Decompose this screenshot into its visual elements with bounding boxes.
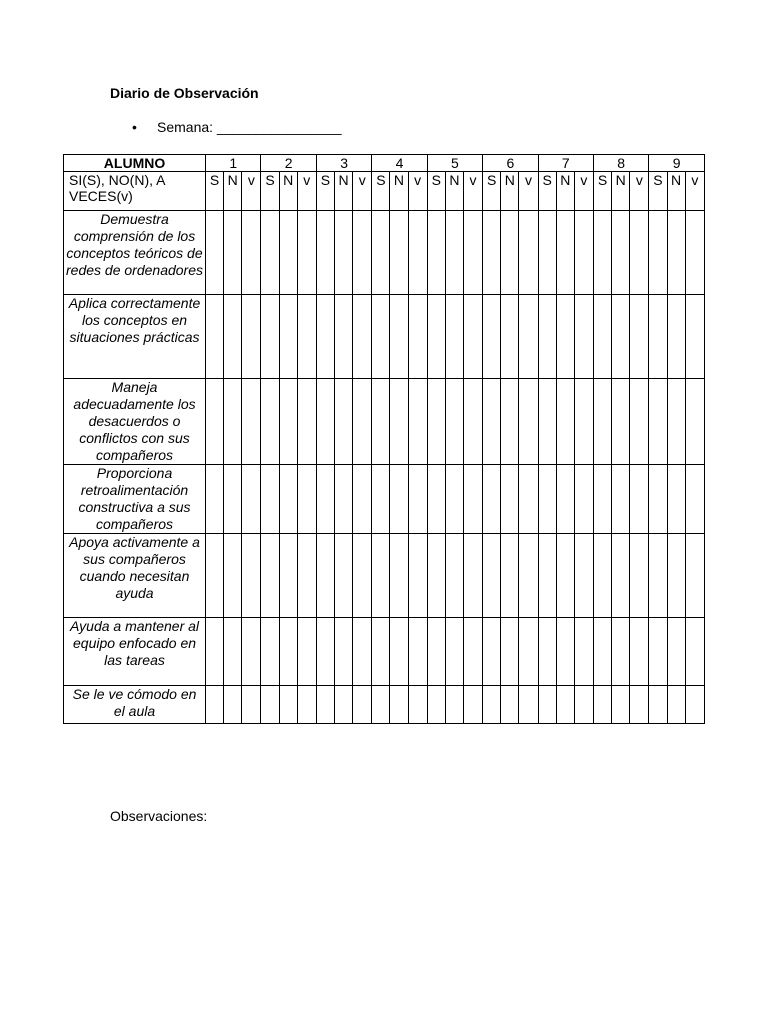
mark-cell[interactable] <box>667 686 685 724</box>
mark-cell[interactable] <box>519 211 538 295</box>
code-header-v-week-3: v <box>353 172 372 211</box>
mark-cell[interactable] <box>242 534 261 618</box>
mark-cell[interactable] <box>483 379 501 465</box>
mark-cell[interactable] <box>519 686 538 724</box>
mark-cell[interactable] <box>463 686 482 724</box>
mark-cell[interactable] <box>538 211 556 295</box>
mark-cell[interactable] <box>372 379 390 465</box>
code-header-s-week-5: S <box>427 172 445 211</box>
code-header-s-week-7: S <box>538 172 556 211</box>
mark-cell[interactable] <box>445 534 463 618</box>
mark-cell[interactable] <box>390 686 408 724</box>
mark-cell[interactable] <box>427 686 445 724</box>
mark-cell[interactable] <box>593 686 611 724</box>
mark-cell[interactable] <box>445 211 463 295</box>
mark-cell[interactable] <box>519 379 538 465</box>
mark-cell[interactable] <box>224 211 242 295</box>
week-header-1: 1 <box>206 155 261 172</box>
mark-cell[interactable] <box>242 211 261 295</box>
mark-cell[interactable] <box>574 618 593 686</box>
mark-cell[interactable] <box>224 534 242 618</box>
code-header-n-week-3: N <box>335 172 353 211</box>
week-header-6: 6 <box>483 155 538 172</box>
criterion-row <box>64 618 705 686</box>
mark-cell[interactable] <box>685 686 704 724</box>
mark-cell[interactable] <box>224 618 242 686</box>
week-header-7: 7 <box>538 155 593 172</box>
mark-cell[interactable] <box>501 379 519 465</box>
mark-cell[interactable] <box>353 534 372 618</box>
mark-cell[interactable] <box>279 295 297 379</box>
mark-cell[interactable] <box>501 534 519 618</box>
legend-cell: SI(S), NO(N), A VECES(v) <box>64 172 206 211</box>
observation-table <box>63 154 705 724</box>
mark-cell[interactable] <box>685 618 704 686</box>
mark-cell[interactable] <box>630 618 649 686</box>
mark-cell[interactable] <box>297 465 316 534</box>
criterion-label: Maneja adecuadamente los desacuerdos o conflictos con sus compañeros <box>64 379 206 465</box>
mark-cell[interactable] <box>445 295 463 379</box>
code-header-n-week-2: N <box>279 172 297 211</box>
mark-cell[interactable] <box>574 686 593 724</box>
mark-cell[interactable] <box>316 686 334 724</box>
mark-cell[interactable] <box>649 295 667 379</box>
mark-cell[interactable] <box>463 295 482 379</box>
mark-cell[interactable] <box>427 465 445 534</box>
mark-cell[interactable] <box>538 534 556 618</box>
code-header-v-week-7: v <box>574 172 593 211</box>
mark-cell[interactable] <box>667 211 685 295</box>
mark-cell[interactable] <box>316 211 334 295</box>
mark-cell[interactable] <box>612 465 630 534</box>
mark-cell[interactable] <box>593 211 611 295</box>
mark-cell[interactable] <box>408 295 427 379</box>
mark-cell[interactable] <box>261 295 279 379</box>
mark-cell[interactable] <box>372 618 390 686</box>
mark-cell[interactable] <box>206 618 224 686</box>
mark-cell[interactable] <box>316 295 334 379</box>
mark-cell[interactable] <box>279 211 297 295</box>
mark-cell[interactable] <box>206 534 224 618</box>
mark-cell[interactable] <box>427 534 445 618</box>
criterion-label: Demuestra comprensión de los conceptos teóricos de redes de ordenadores <box>64 211 206 295</box>
mark-cell[interactable] <box>649 534 667 618</box>
code-header-n-week-5: N <box>445 172 463 211</box>
criterion-label: Proporciona retroalimentación constructiva a sus compañeros <box>64 465 206 534</box>
mark-cell[interactable] <box>242 379 261 465</box>
criterion-row <box>64 211 705 295</box>
code-header-s-week-3: S <box>316 172 334 211</box>
mark-cell[interactable] <box>390 618 408 686</box>
mark-cell[interactable] <box>408 686 427 724</box>
mark-cell[interactable] <box>261 465 279 534</box>
mark-cell[interactable] <box>649 686 667 724</box>
mark-cell[interactable] <box>390 534 408 618</box>
mark-cell[interactable] <box>593 379 611 465</box>
mark-cell[interactable] <box>501 295 519 379</box>
mark-cell[interactable] <box>316 534 334 618</box>
mark-cell[interactable] <box>224 295 242 379</box>
mark-cell[interactable] <box>685 465 704 534</box>
mark-cell[interactable] <box>630 534 649 618</box>
mark-cell[interactable] <box>261 686 279 724</box>
mark-cell[interactable] <box>372 686 390 724</box>
mark-cell[interactable] <box>519 618 538 686</box>
mark-cell[interactable] <box>335 686 353 724</box>
code-header-v-week-6: v <box>519 172 538 211</box>
mark-cell[interactable] <box>372 211 390 295</box>
mark-cell[interactable] <box>427 379 445 465</box>
code-header-n-week-6: N <box>501 172 519 211</box>
mark-cell[interactable] <box>316 618 334 686</box>
mark-cell[interactable] <box>593 534 611 618</box>
criterion-row <box>64 295 705 379</box>
mark-cell[interactable] <box>427 211 445 295</box>
mark-cell[interactable] <box>483 618 501 686</box>
mark-cell[interactable] <box>279 379 297 465</box>
mark-cell[interactable] <box>630 465 649 534</box>
mark-cell[interactable] <box>408 379 427 465</box>
mark-cell[interactable] <box>667 379 685 465</box>
code-header-v-week-1: v <box>242 172 261 211</box>
mark-cell[interactable] <box>390 211 408 295</box>
code-header-row <box>64 172 705 211</box>
mark-cell[interactable] <box>519 465 538 534</box>
mark-cell[interactable] <box>501 618 519 686</box>
mark-cell[interactable] <box>685 379 704 465</box>
mark-cell[interactable] <box>538 295 556 379</box>
mark-cell[interactable] <box>593 618 611 686</box>
mark-cell[interactable] <box>353 295 372 379</box>
code-header-s-week-9: S <box>649 172 667 211</box>
week-header-3: 3 <box>316 155 371 172</box>
mark-cell[interactable] <box>297 686 316 724</box>
mark-cell[interactable] <box>261 534 279 618</box>
mark-cell[interactable] <box>538 618 556 686</box>
mark-cell[interactable] <box>279 465 297 534</box>
mark-cell[interactable] <box>390 379 408 465</box>
mark-cell[interactable] <box>335 534 353 618</box>
mark-cell[interactable] <box>501 465 519 534</box>
mark-cell[interactable] <box>279 618 297 686</box>
mark-cell[interactable] <box>538 465 556 534</box>
bullet-icon: • <box>132 119 137 135</box>
mark-cell[interactable] <box>206 295 224 379</box>
mark-cell[interactable] <box>649 379 667 465</box>
mark-cell[interactable] <box>372 465 390 534</box>
mark-cell[interactable] <box>297 211 316 295</box>
mark-cell[interactable] <box>483 534 501 618</box>
mark-cell[interactable] <box>427 618 445 686</box>
mark-cell[interactable] <box>335 618 353 686</box>
mark-cell[interactable] <box>390 465 408 534</box>
mark-cell[interactable] <box>463 618 482 686</box>
mark-cell[interactable] <box>574 295 593 379</box>
code-header-n-week-7: N <box>556 172 574 211</box>
document-title: Diario de Observación <box>110 85 259 101</box>
mark-cell[interactable] <box>261 211 279 295</box>
mark-cell[interactable] <box>574 379 593 465</box>
mark-cell[interactable] <box>316 465 334 534</box>
week-field <box>132 119 342 135</box>
mark-cell[interactable] <box>519 534 538 618</box>
mark-cell[interactable] <box>612 618 630 686</box>
mark-cell[interactable] <box>353 211 372 295</box>
mark-cell[interactable] <box>556 618 574 686</box>
criterion-row <box>64 686 705 724</box>
mark-cell[interactable] <box>353 686 372 724</box>
mark-cell[interactable] <box>556 295 574 379</box>
mark-cell[interactable] <box>556 379 574 465</box>
week-header-4: 4 <box>372 155 427 172</box>
mark-cell[interactable] <box>353 618 372 686</box>
mark-cell[interactable] <box>612 686 630 724</box>
mark-cell[interactable] <box>630 211 649 295</box>
mark-cell[interactable] <box>463 211 482 295</box>
code-header-v-week-4: v <box>408 172 427 211</box>
mark-cell[interactable] <box>335 379 353 465</box>
mark-cell[interactable] <box>316 379 334 465</box>
mark-cell[interactable] <box>261 379 279 465</box>
code-header-s-week-2: S <box>261 172 279 211</box>
mark-cell[interactable] <box>574 534 593 618</box>
mark-cell[interactable] <box>224 686 242 724</box>
mark-cell[interactable] <box>685 295 704 379</box>
mark-cell[interactable] <box>574 211 593 295</box>
mark-cell[interactable] <box>649 465 667 534</box>
mark-cell[interactable] <box>593 295 611 379</box>
week-label: Semana: ________________ <box>157 119 342 135</box>
code-header-n-week-9: N <box>667 172 685 211</box>
mark-cell[interactable] <box>556 686 574 724</box>
mark-cell[interactable] <box>445 379 463 465</box>
criterion-label: Aplica correctamente los conceptos en situaciones prácticas <box>64 295 206 379</box>
mark-cell[interactable] <box>538 686 556 724</box>
mark-cell[interactable] <box>408 465 427 534</box>
mark-cell[interactable] <box>630 686 649 724</box>
mark-cell[interactable] <box>206 211 224 295</box>
mark-cell[interactable] <box>612 211 630 295</box>
mark-cell[interactable] <box>612 379 630 465</box>
mark-cell[interactable] <box>630 379 649 465</box>
code-header-s-week-1: S <box>206 172 224 211</box>
code-header-s-week-8: S <box>593 172 611 211</box>
mark-cell[interactable] <box>390 295 408 379</box>
mark-cell[interactable] <box>574 465 593 534</box>
code-header-v-week-2: v <box>297 172 316 211</box>
code-header-v-week-8: v <box>630 172 649 211</box>
mark-cell[interactable] <box>667 295 685 379</box>
mark-cell[interactable] <box>335 465 353 534</box>
mark-cell[interactable] <box>353 465 372 534</box>
mark-cell[interactable] <box>242 295 261 379</box>
mark-cell[interactable] <box>445 618 463 686</box>
criterion-label: Ayuda a mantener al equipo enfocado en las tareas <box>64 618 206 686</box>
mark-cell[interactable] <box>667 618 685 686</box>
criteria-body <box>64 211 705 724</box>
mark-cell[interactable] <box>297 618 316 686</box>
mark-cell[interactable] <box>649 211 667 295</box>
criterion-row <box>64 534 705 618</box>
mark-cell[interactable] <box>445 686 463 724</box>
mark-cell[interactable] <box>224 465 242 534</box>
mark-cell[interactable] <box>206 465 224 534</box>
code-header-n-week-1: N <box>224 172 242 211</box>
mark-cell[interactable] <box>667 465 685 534</box>
mark-cell[interactable] <box>483 686 501 724</box>
mark-cell[interactable] <box>463 379 482 465</box>
mark-cell[interactable] <box>408 534 427 618</box>
mark-cell[interactable] <box>538 379 556 465</box>
mark-cell[interactable] <box>335 211 353 295</box>
mark-cell[interactable] <box>630 295 649 379</box>
mark-cell[interactable] <box>242 465 261 534</box>
student-column-header: ALUMNO <box>64 155 206 172</box>
mark-cell[interactable] <box>556 465 574 534</box>
mark-cell[interactable] <box>297 295 316 379</box>
mark-cell[interactable] <box>667 534 685 618</box>
week-header-8: 8 <box>593 155 648 172</box>
code-header-s-week-6: S <box>483 172 501 211</box>
mark-cell[interactable] <box>483 211 501 295</box>
week-header-5: 5 <box>427 155 482 172</box>
mark-cell[interactable] <box>297 379 316 465</box>
mark-cell[interactable] <box>612 295 630 379</box>
mark-cell[interactable] <box>242 618 261 686</box>
mark-cell[interactable] <box>206 686 224 724</box>
week-header-row <box>64 155 705 172</box>
mark-cell[interactable] <box>463 465 482 534</box>
mark-cell[interactable] <box>261 618 279 686</box>
code-header-v-week-9: v <box>685 172 704 211</box>
mark-cell[interactable] <box>224 379 242 465</box>
mark-cell[interactable] <box>427 295 445 379</box>
mark-cell[interactable] <box>279 534 297 618</box>
mark-cell[interactable] <box>335 295 353 379</box>
mark-cell[interactable] <box>556 211 574 295</box>
week-header-2: 2 <box>261 155 316 172</box>
mark-cell[interactable] <box>279 686 297 724</box>
mark-cell[interactable] <box>408 618 427 686</box>
criterion-row <box>64 379 705 465</box>
code-header-n-week-8: N <box>612 172 630 211</box>
mark-cell[interactable] <box>483 465 501 534</box>
criterion-label: Apoya activamente a sus compañeros cuando necesitan ayuda <box>64 534 206 618</box>
week-header-9: 9 <box>649 155 705 172</box>
mark-cell[interactable] <box>297 534 316 618</box>
mark-cell[interactable] <box>206 379 224 465</box>
mark-cell[interactable] <box>463 534 482 618</box>
mark-cell[interactable] <box>593 465 611 534</box>
code-header-n-week-4: N <box>390 172 408 211</box>
mark-cell[interactable] <box>685 534 704 618</box>
mark-cell[interactable] <box>685 211 704 295</box>
mark-cell[interactable] <box>612 534 630 618</box>
mark-cell[interactable] <box>445 465 463 534</box>
code-header-v-week-5: v <box>463 172 482 211</box>
code-header-s-week-4: S <box>372 172 390 211</box>
mark-cell[interactable] <box>483 295 501 379</box>
mark-cell[interactable] <box>408 211 427 295</box>
mark-cell[interactable] <box>242 686 261 724</box>
observations-label: Observaciones: <box>110 808 208 824</box>
mark-cell[interactable] <box>519 295 538 379</box>
mark-cell[interactable] <box>501 211 519 295</box>
mark-cell[interactable] <box>556 534 574 618</box>
mark-cell[interactable] <box>501 686 519 724</box>
mark-cell[interactable] <box>372 295 390 379</box>
mark-cell[interactable] <box>372 534 390 618</box>
criterion-label: Se le ve cómodo en el aula <box>64 686 206 724</box>
criterion-row <box>64 465 705 534</box>
mark-cell[interactable] <box>649 618 667 686</box>
mark-cell[interactable] <box>353 379 372 465</box>
